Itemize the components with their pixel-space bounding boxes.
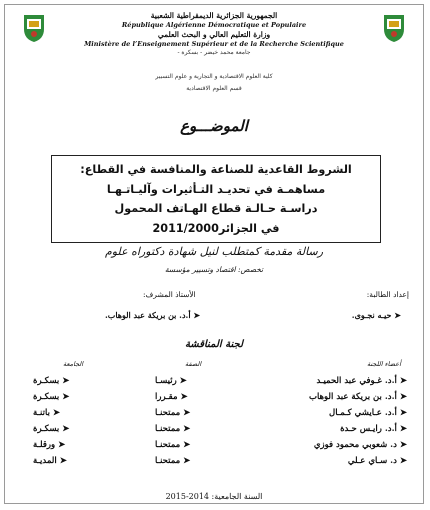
arrow-bullet-icon: ➤	[183, 456, 191, 466]
jury-university	[33, 440, 65, 450]
jury-university	[33, 392, 69, 402]
jury-university	[33, 456, 67, 466]
title-line: الشروط القاعدية للصناعة والمنافسة في القطاع:	[80, 163, 352, 176]
jury-member	[309, 392, 407, 402]
arrow-bullet-icon: ➤	[399, 456, 407, 466]
jury-university-text: بسكـرة	[33, 392, 60, 402]
supervisor-name-text: أ.د. بن بريكة عبد الوهاب.	[105, 310, 191, 320]
arrow-bullet-icon: ➤	[62, 376, 70, 386]
republic-arabic: الجمهورية الجزائرية الديمقراطية الشعبية	[150, 11, 278, 20]
university-crest-icon	[21, 13, 47, 43]
faculty-name: كلية العلوم الاقتصادية و التجارية و علوم التسيير	[155, 73, 273, 80]
arrow-bullet-icon: ➤	[399, 440, 407, 450]
arrow-bullet-icon: ➤	[399, 392, 407, 402]
jury-member	[348, 456, 407, 466]
jury-university-text: بسكـرة	[33, 424, 60, 434]
official-header	[55, 11, 373, 49]
university-crest-icon	[381, 13, 407, 43]
jury-role	[155, 440, 190, 450]
arrow-bullet-icon: ➤	[399, 408, 407, 418]
arrow-bullet-icon: ➤	[180, 392, 188, 402]
jury-university-text: باتنـة	[33, 408, 50, 418]
jury-university	[33, 376, 69, 386]
jury-header-members: أعضاء اللجنة	[366, 360, 401, 368]
jury-member-text: د. سـاي عـلي	[347, 456, 397, 466]
supervisor-name	[105, 310, 200, 320]
jury-university	[33, 424, 69, 434]
document-page	[4, 4, 424, 504]
republic-french: République Algérienne Démocratique et Populaire	[121, 20, 307, 29]
arrow-bullet-icon: ➤	[62, 392, 70, 402]
title-line: مساهمـة في تحديـد التـأثيرات وآليـاتـهـا	[106, 182, 326, 196]
supervisor-label: الأستاذ المشرف:	[143, 290, 196, 299]
university-name: جامعة محمد خيضر - بسكرة -	[177, 49, 251, 56]
student-name-text: حيـه نجـوى.	[351, 310, 392, 320]
jury-member	[329, 408, 407, 418]
jury-role-text: رئيسـا	[155, 376, 177, 386]
academic-year: السنة الجامعية: 2014-2015	[165, 492, 263, 501]
jury-member-text: أ.د. عـايشي كـمـال	[329, 408, 397, 418]
jury-role-text: ممتحنـا	[155, 456, 181, 466]
jury-member	[340, 424, 407, 434]
ministry-arabic: وزارة التعليم العالي و البحث العلمي	[157, 30, 271, 39]
jury-member	[317, 376, 407, 386]
jury-university-text: المديـة	[33, 456, 57, 466]
specialization: تخصص: اقتصاد وتسيير مؤسسة	[164, 265, 264, 274]
jury-header-university: الجامعة	[63, 360, 84, 368]
jury-university-text: ورقلـة	[33, 440, 56, 450]
arrow-bullet-icon: ➤	[394, 310, 401, 320]
title-line: في الجزائر2011/2000	[152, 221, 280, 235]
jury-member-text: أ.د. غـوفي عبد الحميـد	[316, 376, 397, 386]
title-line: دراسـة حـالـة قطاع الهـاتف المحمول	[114, 202, 318, 215]
jury-member-text: د. شعوبي محمود فوزي	[313, 440, 397, 450]
student-label: إعداد الطالبة:	[366, 290, 409, 299]
arrow-bullet-icon: ➤	[183, 440, 191, 450]
ministry-french: Ministère de l’Enseignement Supérieur et de la Recherche Scientifique	[84, 39, 344, 48]
arrow-bullet-icon: ➤	[193, 310, 201, 320]
jury-title: لجنة المناقشة	[184, 339, 244, 350]
jury-role	[155, 408, 190, 418]
jury-member-text: أ.د. بن بريكة عبد الوهاب	[308, 392, 397, 402]
thesis-description: رسالة مقدمة كمتطلب لنيل شهادة دكتوراه علوم	[104, 245, 324, 258]
jury-role	[155, 376, 187, 386]
arrow-bullet-icon: ➤	[58, 440, 66, 450]
arrow-bullet-icon: ➤	[399, 424, 407, 434]
jury-role-text: ممتحنـا	[155, 440, 181, 450]
jury-role-text: ممتحنـا	[155, 408, 181, 418]
arrow-bullet-icon: ➤	[183, 408, 191, 418]
jury-university-text: بسكـرة	[33, 376, 60, 386]
arrow-bullet-icon: ➤	[179, 376, 187, 386]
jury-university	[33, 408, 60, 418]
jury-role-text: ممتحنـا	[155, 424, 181, 434]
jury-header-role: الصفة	[185, 360, 202, 368]
department-name: قسم العلوم الاقتصادية	[186, 85, 242, 92]
jury-role-text: مقـررا	[155, 392, 178, 402]
arrow-bullet-icon: ➤	[62, 424, 70, 434]
jury-member-text: أ.د. رايـس حـدة	[340, 424, 397, 434]
jury-role	[155, 424, 190, 434]
arrow-bullet-icon: ➤	[52, 408, 61, 418]
jury-role	[155, 456, 190, 466]
arrow-bullet-icon: ➤	[399, 376, 407, 386]
subject-label: الموضـــوع	[180, 117, 248, 135]
arrow-bullet-icon: ➤	[183, 424, 191, 434]
jury-member	[314, 440, 407, 450]
student-name	[352, 310, 401, 320]
thesis-title-box	[51, 155, 381, 243]
arrow-bullet-icon: ➤	[59, 456, 67, 466]
jury-role	[155, 392, 188, 402]
